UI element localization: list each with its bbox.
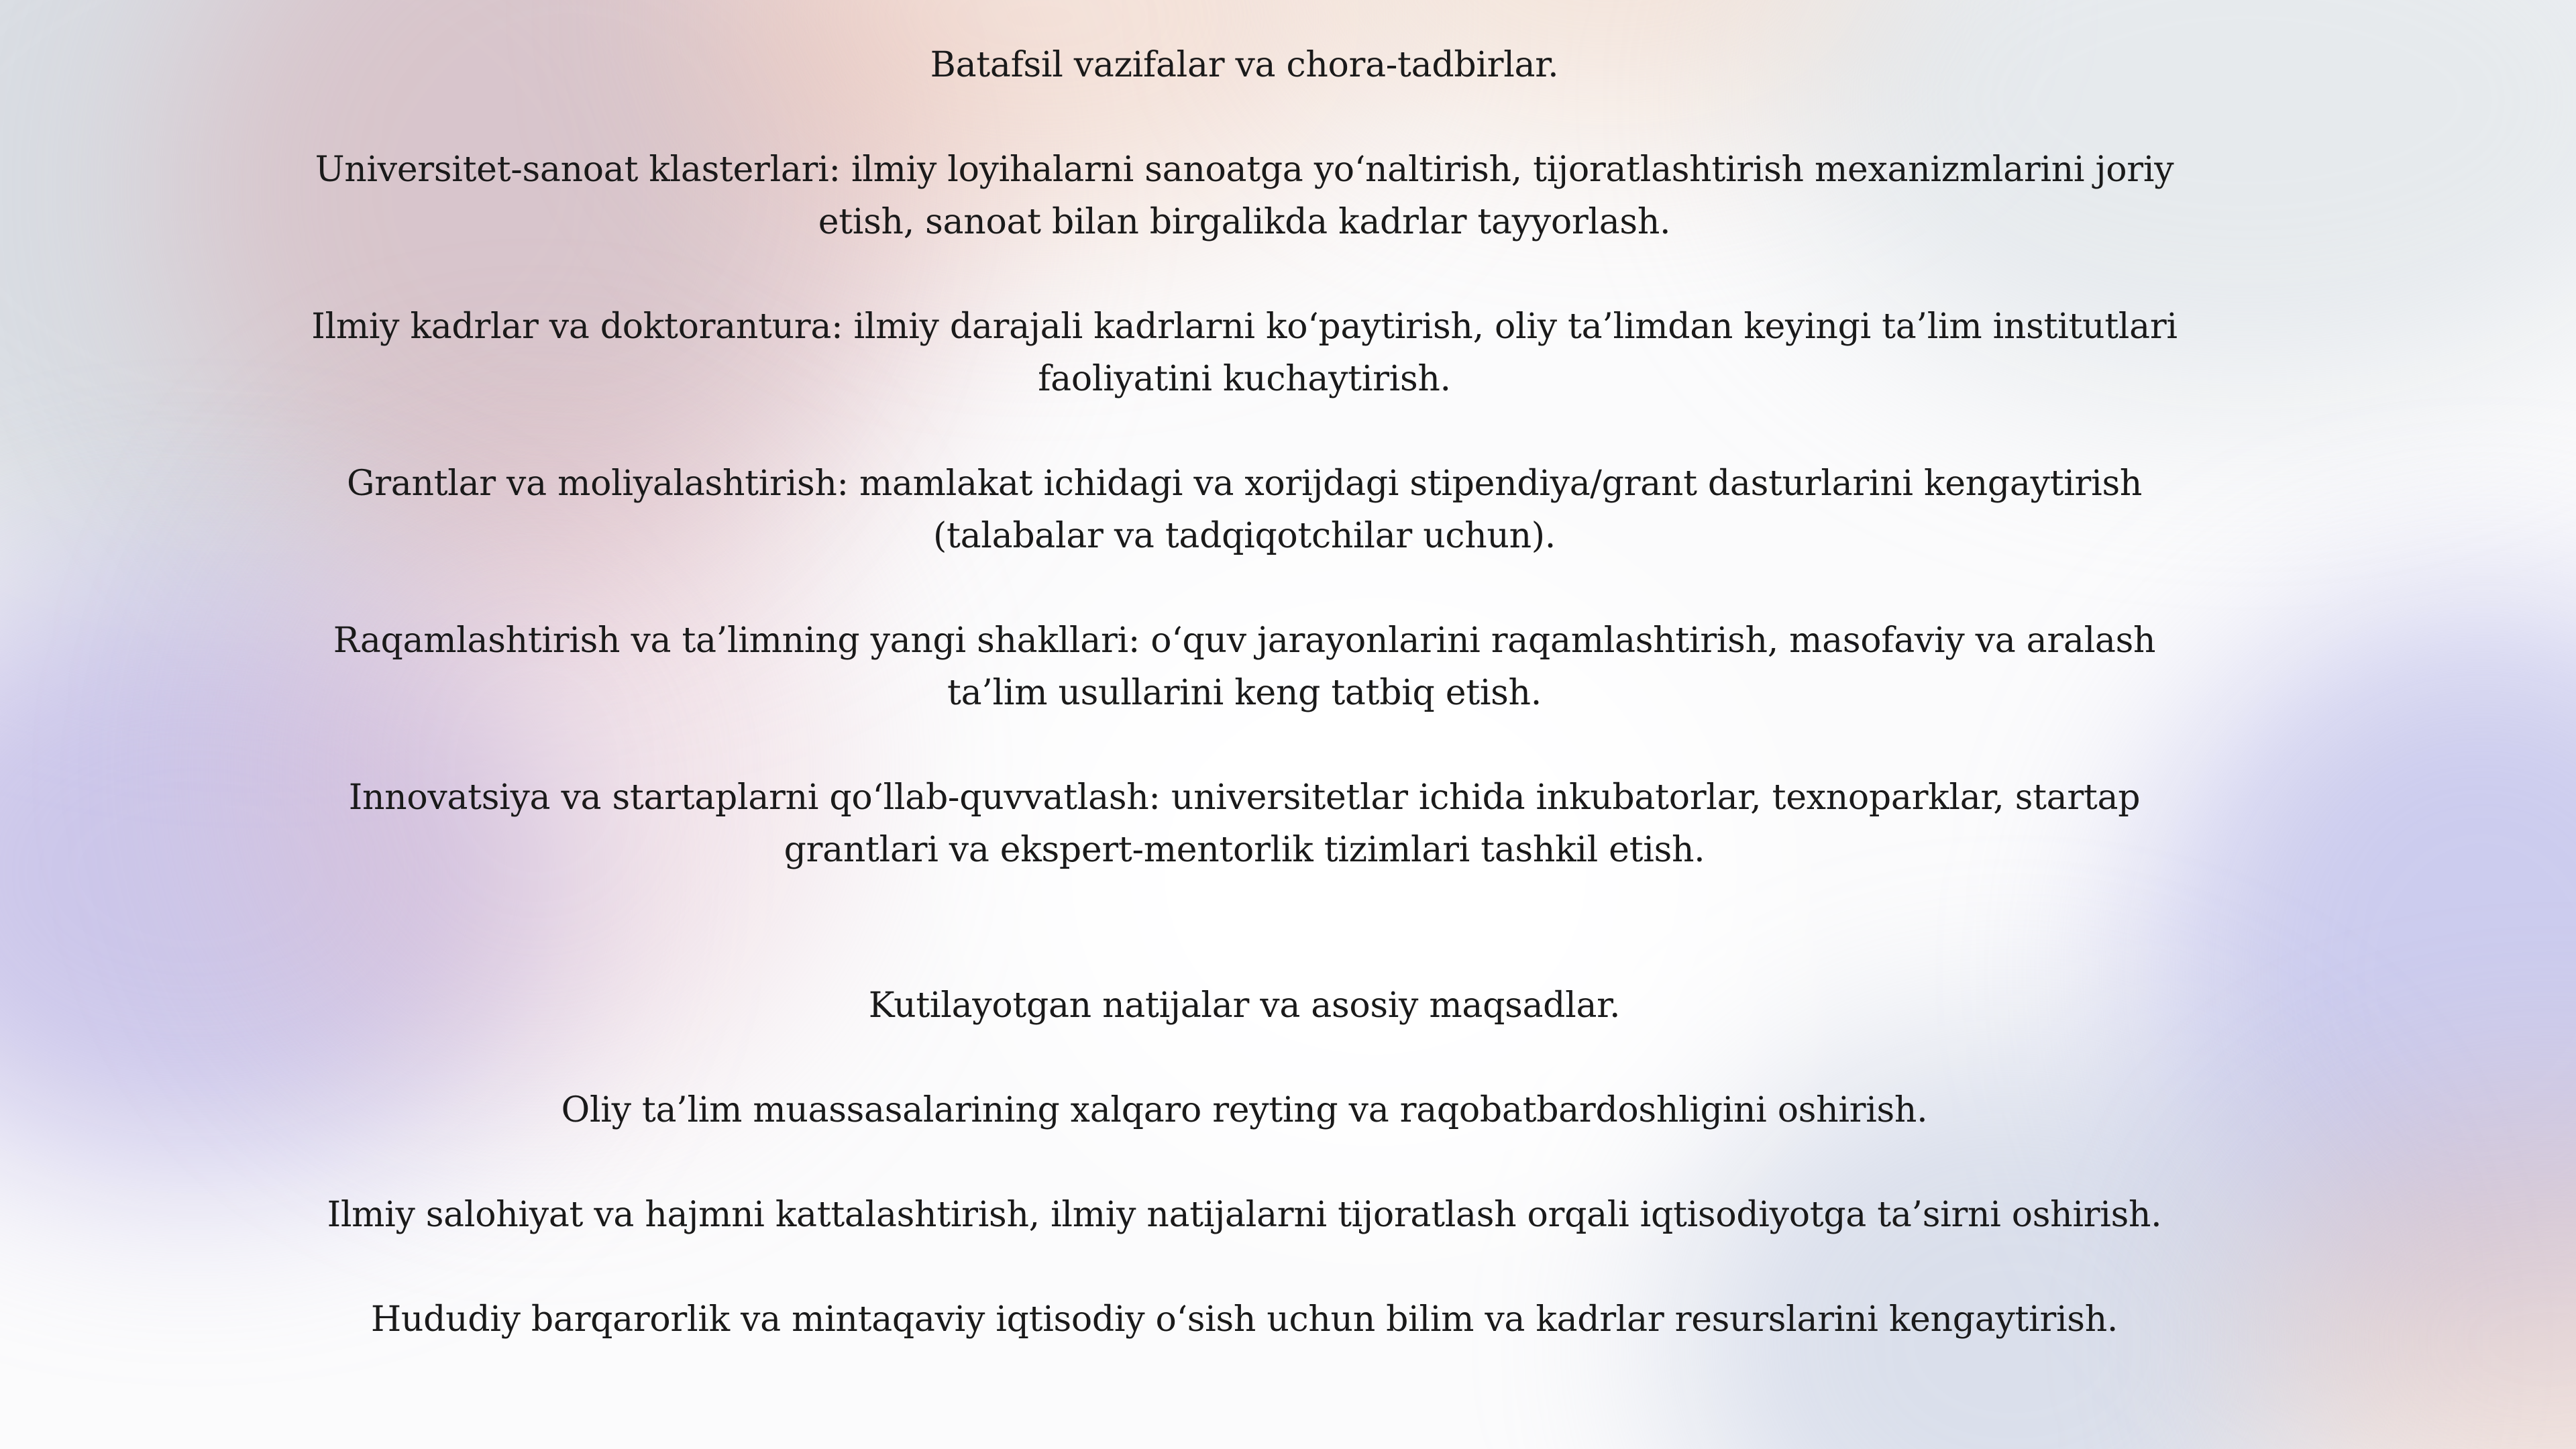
section-heading-tasks: Batafsil vazifalar va chora-tadbirlar. — [930, 45, 1559, 85]
section-heading-results: Kutilayotgan natijalar va asosiy maqsadlar. — [868, 985, 1621, 1026]
task-item-doctorate: Ilmiy kadrlar va doktorantura: ilmiy darajali kadrlarni ko‘paytirish, oliy ta’limdan keyingi ta’lim institutlari faoliyatini kuchaytirish. — [311, 307, 2178, 399]
task-item-digitalization: Raqamlashtirish va ta’limning yangi shakllari: o‘quv jarayonlarini raqamlashtirish, masofaviy va aralash ta’lim usullarini keng tatbiq etish. — [333, 621, 2156, 713]
result-item-potential: Ilmiy salohiyat va hajmni kattalashtirish, ilmiy natijalarni tijoratlash orqali iqtisodiyotga ta’sirni oshirish. — [327, 1195, 2162, 1235]
result-item-ranking: Oliy ta’lim muassasalarining xalqaro reyting va raqobatbardoshligini oshirish. — [561, 1090, 1928, 1130]
task-item-innovation: Innovatsiya va startaplarni qo‘llab-quvvatlash: universitetlar ichida inkubatorlar, texnoparklar, startap grantlari va ekspert-mentorlik tizimlari tashkil etish. — [348, 777, 2141, 870]
task-item-clusters: Universitet-sanoat klasterlari: ilmiy loyihalarni sanoatga yo‘naltirish, tijoratlashtirish mexanizmlarini joriy etish, sanoat bilan birgalikda kadrlar tayyorlash. — [315, 150, 2174, 242]
result-item-regional: Hududiy barqarorlik va mintaqaviy iqtisodiy o‘sish uchun bilim va kadrlar resurslarini kengaytirish. — [370, 1299, 2118, 1340]
task-item-grants: Grantlar va moliyalashtirish: mamlakat ichidagi va xorijdagi stipendiya/grant dasturlarini kengaytirish (talabalar va tadqiqotchilar uchun). — [346, 464, 2143, 556]
slide-text-body — [295, 39, 2194, 1346]
